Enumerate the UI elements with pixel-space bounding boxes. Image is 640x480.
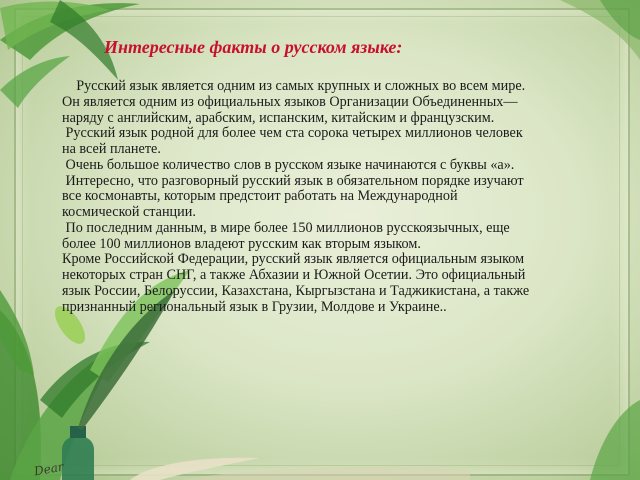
text-line: наряду с английским, арабским, испанским, китайским и французским. — [62, 109, 495, 126]
text-line: Он является одним из официальных языков Организации Объединенных— — [62, 93, 518, 110]
text-line: космической станции. — [62, 204, 196, 220]
text-line: Интересно, что разговорный русский язык в обязательном порядке изучают — [62, 172, 524, 189]
text-line: Кроме Российской Федерации, русский язык является официальным языком — [62, 251, 525, 268]
text-line: признанный региональный язык в Грузии, Молдове и Украине.. — [62, 298, 447, 315]
text-line: По последним данным, в мире более 150 миллионов русскоязычных, еще — [62, 219, 510, 236]
dear-label: Dear — [33, 459, 65, 479]
text-line: Русский язык является одним из самых крупных и сложных во всем мире. — [62, 78, 526, 94]
text-line: некоторых стран СНГ, а также Абхазии и Южной Осетии. Это официальный — [62, 267, 526, 283]
facts-text — [62, 79, 602, 315]
text-line: Русский язык родной для более чем ста сорока четырех миллионов человек — [62, 125, 523, 142]
slide-title: Интересные факты о русском языке: — [104, 37, 403, 57]
text-line: все космонавты, которым предстоит работать на Международной — [62, 188, 458, 205]
text-line: более 100 миллионов владеют русским как вторым языком. — [62, 235, 421, 252]
text-line: на всей планете. — [62, 141, 161, 157]
text-line: язык России, Белоруссии, Казахстана, Кыргызстана и Таджикистана, а также — [62, 282, 530, 299]
text-line: Очень большое количество слов в русском языке начинаются с буквы «а». — [62, 156, 515, 173]
